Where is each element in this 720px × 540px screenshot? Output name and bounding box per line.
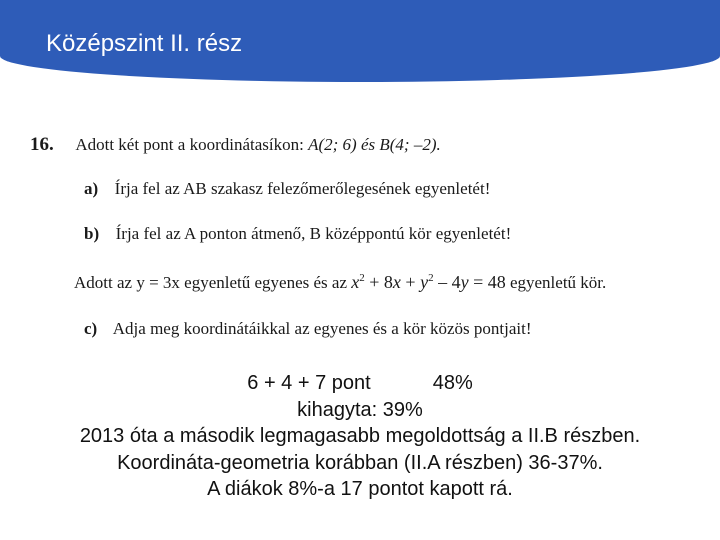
part-c-text: Adja meg koordinátáikkal az egyenes és a kör közös pontjait! [112,319,532,338]
problem-number: 16. [30,134,54,155]
note-line-3: 2013 óta a második legmagasabb megoldottság a II.B részben. [79,425,641,447]
part-a-label: a) [84,179,99,198]
part-b-label: b) [84,224,100,243]
part-a-text: Írja fel az AB szakasz felezőmerőlegesének egyenletét! [114,179,491,198]
points-row [0,370,720,397]
part-b-text: Írja fel az A ponton átmenő, B középpontú kör egyenletét! [115,224,512,243]
intro-text: Adott két pont a koordinátasíkon: [75,135,309,154]
circle-equation: $x^2 + 8x + y^2 - 4y = 48$ [351,272,506,292]
statistics-notes [0,370,720,503]
part-a [84,179,490,199]
line-text: Adott az y = 3x egyenletű egyenes és az [74,273,352,292]
circle-suffix: egyenletű kör. [505,273,607,292]
part-b [84,224,511,244]
slide-title: Középszint II. rész [46,30,243,57]
part-c [84,319,532,339]
note-line-4: Koordináta-geometria korábban (II.A részben) 36-37%. [117,451,603,474]
skipped-text: kihagyta: 39% [297,398,423,421]
given-line [74,272,606,293]
part-c-label: c) [84,319,98,338]
points-text: 6 + 4 + 7 pont [247,372,371,394]
problem-intro [30,134,441,156]
title-bar [0,0,720,82]
intro-points: A(2; 6) és B(4; –2). [308,135,441,154]
note-line-5: A diákok 8%-a 17 pontot kapott rá. [207,478,513,500]
percent-text: 48% [432,372,473,394]
